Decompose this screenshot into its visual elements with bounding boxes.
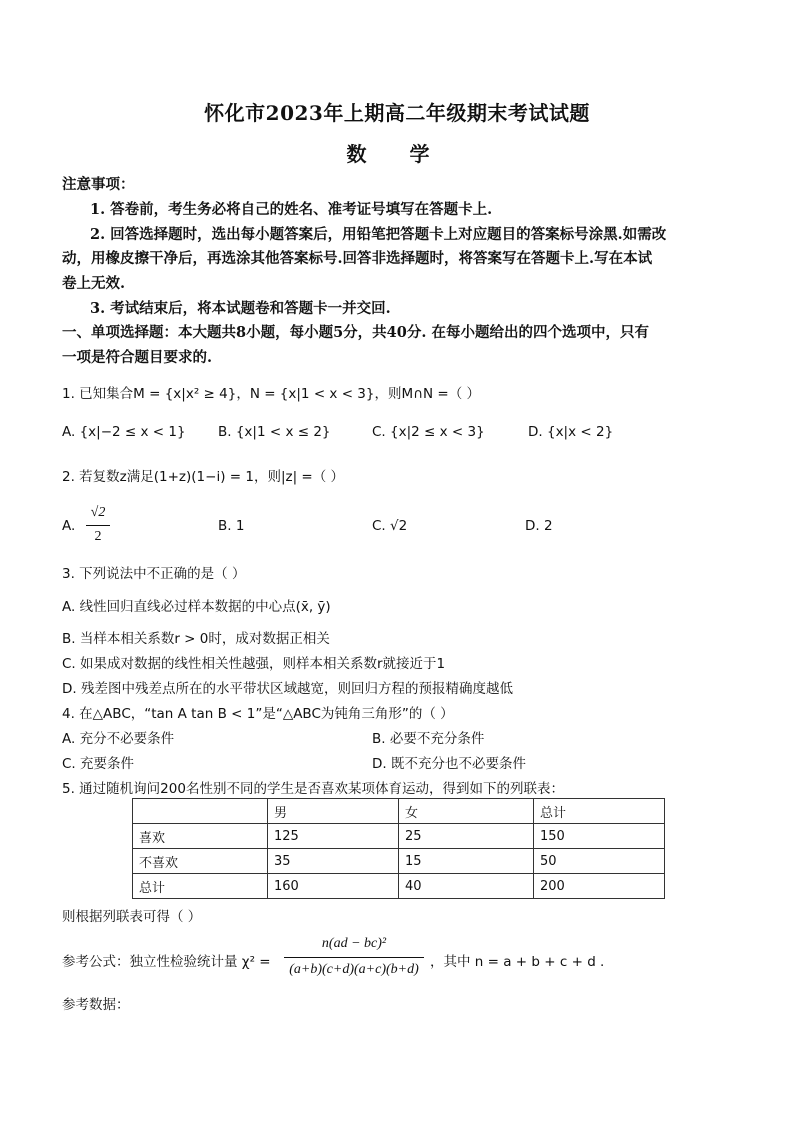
fraction-bar: [86, 525, 110, 526]
table-cell: 200: [534, 874, 665, 899]
question-2-option-a-label: A.: [62, 518, 76, 534]
question-2-option-a-denominator: 2: [94, 529, 102, 544]
table-cell: 125: [268, 824, 399, 849]
question-1-stem: 1. 已知集合M = {x|x² ≥ 4}，N = {x|1 < x < 3}，则M∩N =（ ）: [62, 386, 480, 402]
question-3-option-a: A. 线性回归直线必过样本数据的中心点(x̄, ȳ): [62, 599, 331, 615]
question-2-option-b: B. 1: [218, 518, 245, 534]
table-cell: 喜欢: [133, 824, 268, 849]
table-cell: 160: [268, 874, 399, 899]
table-cell: 150: [534, 824, 665, 849]
table-header-row: [133, 799, 665, 824]
reference-data-label: 参考数据：: [62, 997, 130, 1013]
table-header-cell: 女: [399, 799, 534, 824]
question-3-stem: 3. 下列说法中不正确的是（ ）: [62, 566, 246, 582]
question-4-stem: 4. 在△ABC，“tan A tan B < 1”是“△ABC为钝角三角形”的（ ）: [62, 706, 454, 722]
question-2-stem: 2. 若复数z满足(1+z)(1−i) = 1，则|z| =（ ）: [62, 469, 345, 485]
formula-suffix: ，其中 n = a + b + c + d .: [430, 954, 605, 970]
section-heading-line-2: 一项是符合题目要求的.: [62, 349, 213, 366]
table-cell: 25: [399, 824, 534, 849]
notice-item-2-line-3: 卷上无效.: [62, 275, 126, 292]
notice-item-3: 3. 考试结束后，将本试题卷和答题卡一并交回.: [90, 300, 391, 317]
section-heading-line-1: 一、单项选择题：本大题共8小题，每小题5分，共40分. 在每小题给出的四个选项中，只有: [62, 324, 649, 341]
table-row: [133, 874, 665, 899]
question-5-prompt: 则根据列联表可得（ ）: [62, 909, 202, 925]
notice-item-1: 1. 答卷前，考生务必将自己的姓名、准考证号填写在答题卡上.: [90, 201, 493, 218]
notice-heading: 注意事项：: [62, 176, 135, 193]
question-4-option-b: B. 必要不充分条件: [372, 731, 485, 747]
formula-denominator: (a+b)(c+d)(a+c)(b+d): [289, 962, 419, 977]
question-4-option-a: A. 充分不必要条件: [62, 731, 175, 747]
table-cell: 35: [268, 849, 399, 874]
question-3-option-b: B. 当样本相关系数r > 0时，成对数据正相关: [62, 631, 330, 647]
question-2-option-c: C. √2: [372, 518, 408, 534]
question-3-option-d: D. 残差图中残差点所在的水平带状区域越宽，则回归方程的预报精确度越低: [62, 681, 513, 697]
question-1-option-b: B. {x|1 < x ≤ 2}: [218, 424, 331, 440]
question-2-option-a-numerator: √2: [90, 505, 106, 520]
table-header-cell: 男: [268, 799, 399, 824]
question-2-option-d: D. 2: [525, 518, 553, 534]
subject-title: 数 学: [346, 142, 448, 166]
question-1-option-c: C. {x|2 ≤ x < 3}: [372, 424, 485, 440]
table-row: [133, 824, 665, 849]
question-4-option-c: C. 充要条件: [62, 756, 135, 772]
question-1-option-d: D. {x|x < 2}: [528, 424, 614, 440]
notice-item-2-line-2: 动，用橡皮擦干净后，再选涂其他答案标号.回答非选择题时，将答案写在答题卡上.写在本试: [62, 250, 653, 267]
table-header-cell: 总计: [534, 799, 665, 824]
table-header-cell: [133, 799, 268, 824]
formula-prefix: 参考公式：独立性检验统计量 χ² =: [62, 954, 271, 970]
table-cell: 不喜欢: [133, 849, 268, 874]
table-row: [133, 849, 665, 874]
table-cell: 总计: [133, 874, 268, 899]
question-5-stem: 5. 通过随机询问200名性别不同的学生是否喜欢某项体育运动，得到如下的列联表：: [62, 781, 564, 797]
question-3-option-c: C. 如果成对数据的线性相关性越强，则样本相关系数r就接近于1: [62, 656, 446, 672]
contingency-table: [132, 798, 665, 899]
question-4-option-d: D. 既不充分也不必要条件: [372, 756, 526, 772]
formula-numerator: n(ad − bc)²: [321, 936, 387, 951]
table-cell: 40: [399, 874, 534, 899]
question-1-option-a: A. {x|−2 ≤ x < 1}: [62, 424, 186, 440]
notice-item-2-line-1: 2. 回答选择题时，选出每小题答案后，用铅笔把答题卡上对应题目的答案标号涂黑.如需改: [90, 226, 667, 243]
table-cell: 50: [534, 849, 665, 874]
formula-fraction-bar: [284, 957, 424, 958]
table-cell: 15: [399, 849, 534, 874]
exam-title: 怀化市2023年上期高二年级期末考试试题: [204, 101, 590, 125]
